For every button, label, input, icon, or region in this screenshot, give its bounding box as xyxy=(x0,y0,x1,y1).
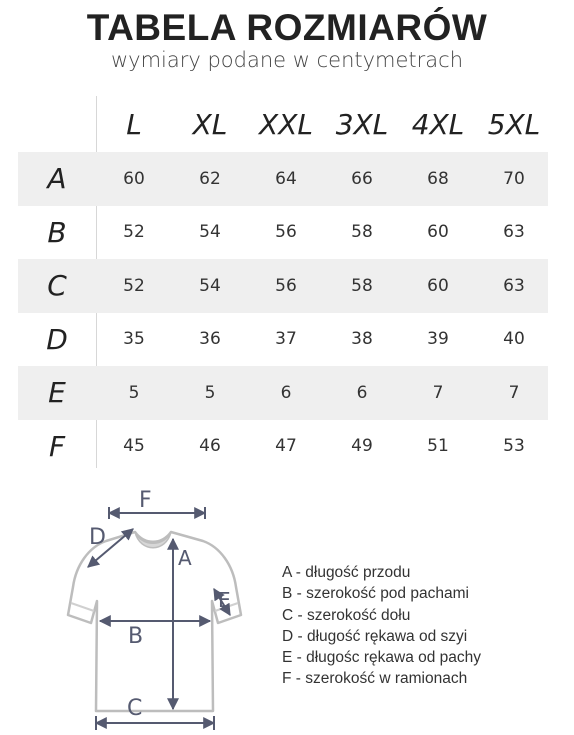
table-cell: 56 xyxy=(275,222,297,243)
table-cell: 39 xyxy=(427,329,449,350)
table-cell: 47 xyxy=(275,436,297,457)
b-label: B xyxy=(128,624,144,649)
table-cell: 54 xyxy=(199,222,221,243)
table-row xyxy=(18,259,548,313)
legend-item: E - długośc rękawa od pachy xyxy=(282,649,482,667)
table-cell: 35 xyxy=(123,329,145,350)
table-cell: 53 xyxy=(503,436,525,457)
legend-item: C - szerokość dołu xyxy=(282,606,411,624)
table-header-row xyxy=(18,96,548,152)
table-cell: 5 xyxy=(204,382,216,403)
legend-item: F - szerokość w ramionach xyxy=(282,670,468,688)
table-cell: 63 xyxy=(503,275,525,296)
page-subtitle: wymiary podane w centymetrach xyxy=(110,48,464,72)
table-cell: 58 xyxy=(351,222,373,243)
page-title: TABELA ROZMIARÓW xyxy=(86,7,488,48)
table-cell: 40 xyxy=(503,329,525,350)
table-cell: 6 xyxy=(280,382,292,403)
table-cell: 5 xyxy=(128,382,140,403)
row-label: F xyxy=(48,429,66,463)
column-header: XL xyxy=(192,107,228,141)
table-cell: 52 xyxy=(123,222,145,243)
row-label: A xyxy=(47,162,67,196)
column-header: 3XL xyxy=(335,107,389,141)
c-label: C xyxy=(127,696,143,721)
measurement-legend xyxy=(282,562,572,690)
table-row xyxy=(18,206,548,260)
table-cell: 68 xyxy=(427,168,449,189)
table-cell: 54 xyxy=(199,275,221,296)
table-row xyxy=(18,152,548,206)
table-cell: 51 xyxy=(427,436,449,457)
table-cell: 64 xyxy=(275,168,297,189)
table-row xyxy=(18,313,548,367)
table-cell: 49 xyxy=(351,436,373,457)
table-cell: 6 xyxy=(356,382,368,403)
table-cell: 46 xyxy=(199,436,221,457)
column-header: 4XL xyxy=(411,107,465,141)
table-cell: 7 xyxy=(432,382,444,403)
legend-item: A - długość przodu xyxy=(282,564,411,581)
table-cell: 38 xyxy=(351,329,373,350)
row-label: B xyxy=(47,215,67,249)
column-header: L xyxy=(126,107,142,141)
column-header: 5XL xyxy=(487,107,541,141)
d-label: D xyxy=(89,525,106,550)
a-label: A xyxy=(178,546,192,570)
legend-item: B - szerokość pod pachami xyxy=(282,585,469,603)
table-cell: 62 xyxy=(199,168,221,189)
tshirt-measurement-diagram xyxy=(30,483,270,735)
row-label: D xyxy=(46,322,68,356)
table-cell: 60 xyxy=(123,168,145,189)
table-cell: 63 xyxy=(503,222,525,243)
column-header: XXL xyxy=(259,107,313,141)
table-cell: 56 xyxy=(275,275,297,296)
table-cell: 36 xyxy=(199,329,221,350)
table-cell: 58 xyxy=(351,275,373,296)
table-row xyxy=(18,420,548,474)
table-cell: 60 xyxy=(427,275,449,296)
table-cell: 45 xyxy=(123,436,145,457)
f-label: F xyxy=(139,488,152,513)
table-cell: 66 xyxy=(351,168,373,189)
table-row xyxy=(18,366,548,420)
legend-item: D - długość rękawa od szyi xyxy=(282,627,468,645)
row-label: E xyxy=(48,376,66,410)
size-table xyxy=(18,96,548,473)
table-cell: 7 xyxy=(508,382,520,403)
table-cell: 52 xyxy=(123,275,145,296)
table-cell: 37 xyxy=(275,329,297,350)
row-label: C xyxy=(47,269,67,303)
e-label: E xyxy=(218,588,231,612)
table-cell: 60 xyxy=(427,222,449,243)
table-cell: 70 xyxy=(503,168,525,189)
